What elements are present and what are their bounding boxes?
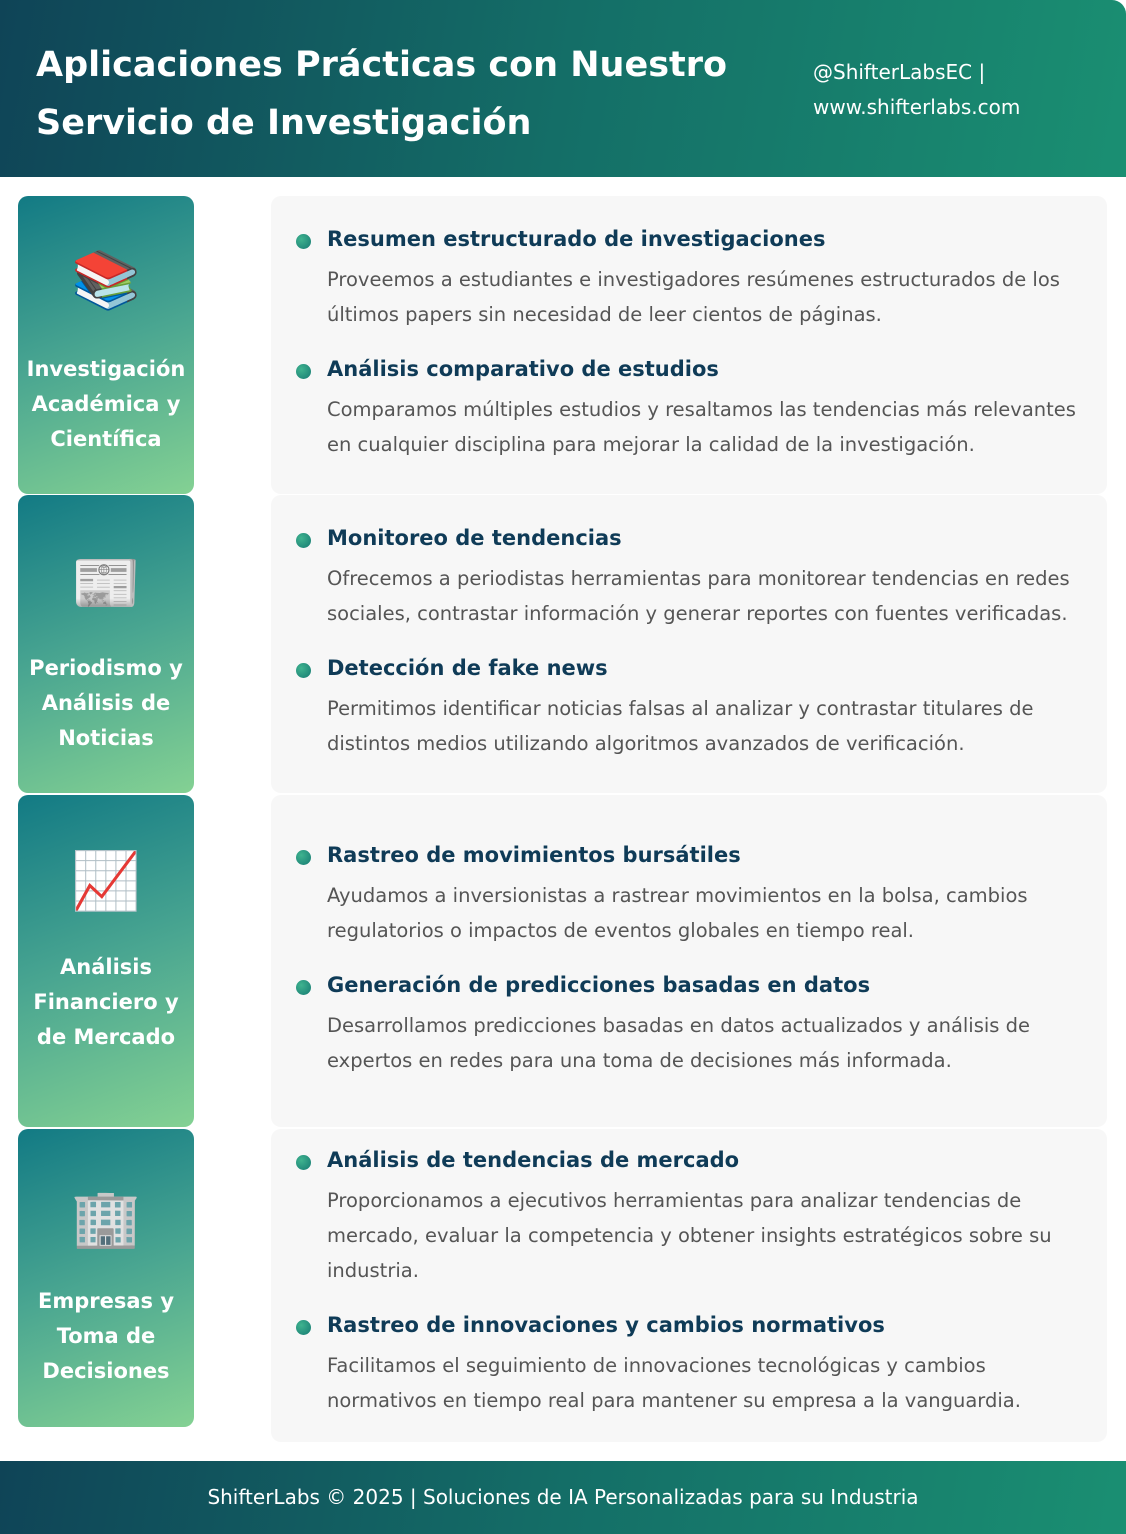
bullet-icon	[296, 663, 311, 678]
item-title: Análisis de tendencias de mercado	[327, 1148, 740, 1172]
item-description: Comparamos múltiples estudios y resaltamos las tendencias más relevantes en cualquier disciplina para mejorar la calidad de la investigación.	[327, 398, 1076, 456]
item-description: Proveemos a estudiantes e investigadores resúmenes estructurados de los últimos papers sin necesidad de leer cientos de páginas.	[327, 268, 1060, 326]
newspaper-icon: 📰	[71, 551, 141, 616]
item-description: Permitimos identificar noticias falsas al analizar y contrastar titulares de distintos medios utilizando algoritmos avanzados de verificación.	[327, 697, 1034, 755]
social-handle: @ShifterLabsEC |	[813, 60, 986, 84]
category-card	[18, 795, 194, 1127]
bullet-icon	[296, 980, 311, 995]
content-panel	[271, 196, 1107, 494]
item-title: Generación de predicciones basadas en datos	[327, 973, 871, 997]
item-description: Ayudamos a inversionistas a rastrear movimientos en la bolsa, cambios regulatorios o impactos de eventos globales en tiempo real.	[327, 884, 1028, 942]
item-description: Desarrollamos predicciones basadas en datos actualizados y análisis de expertos en redes para una toma de decisiones más informada.	[327, 1014, 1031, 1072]
item-title: Análisis comparativo de estudios	[327, 357, 719, 381]
item-description: Proporcionamos a ejecutivos herramientas para analizar tendencias de mercado, evaluar la competencia y obtener insights estratégicos sobre su industria.	[327, 1189, 1052, 1282]
bullet-icon	[296, 364, 311, 379]
category-label: Empresas y Toma de Decisiones	[37, 1289, 175, 1383]
chart-increasing-icon: 📈	[71, 849, 141, 914]
category-label: Periodismo y Análisis de Noticias	[29, 656, 183, 750]
books-icon: 📚	[71, 248, 141, 313]
footer-banner	[0, 1461, 1126, 1534]
footer-text: ShifterLabs © 2025 | Soluciones de IA Personalizadas para su Industria	[207, 1485, 919, 1509]
page-title: Aplicaciones Prácticas con Nuestro Servicio de Investigación	[36, 45, 728, 143]
category-card	[18, 1129, 194, 1427]
bullet-icon	[296, 1155, 311, 1170]
category-card	[18, 495, 194, 793]
bullet-icon	[296, 1320, 311, 1335]
bullet-icon	[296, 533, 311, 548]
website-link[interactable]: www.shifterlabs.com	[813, 95, 1021, 119]
office-building-icon: 🏢	[71, 1186, 141, 1251]
content-panel	[271, 495, 1107, 793]
bullet-icon	[296, 234, 311, 249]
item-title: Resumen estructurado de investigaciones	[327, 227, 826, 251]
category-card	[18, 196, 194, 494]
item-title: Detección de fake news	[327, 656, 608, 680]
category-label: Análisis Financiero y de Mercado	[33, 955, 179, 1049]
item-description: Ofrecemos a periodistas herramientas para monitorear tendencias en redes sociales, contrastar información y generar reportes con fuentes verificadas.	[327, 567, 1070, 625]
content-panel	[271, 795, 1107, 1127]
header-contact	[813, 55, 1103, 125]
header-banner	[0, 0, 1126, 177]
item-title: Rastreo de movimientos bursátiles	[327, 843, 741, 867]
bullet-icon	[296, 850, 311, 865]
item-title: Monitoreo de tendencias	[327, 526, 622, 550]
content-panel	[271, 1129, 1107, 1442]
item-description: Facilitamos el seguimiento de innovaciones tecnológicas y cambios normativos en tiempo real para mantener su empresa a la vanguardia.	[327, 1354, 1021, 1412]
item-title: Rastreo de innovaciones y cambios normativos	[327, 1313, 885, 1337]
category-label: Investigación Académica y Científica	[26, 357, 186, 451]
